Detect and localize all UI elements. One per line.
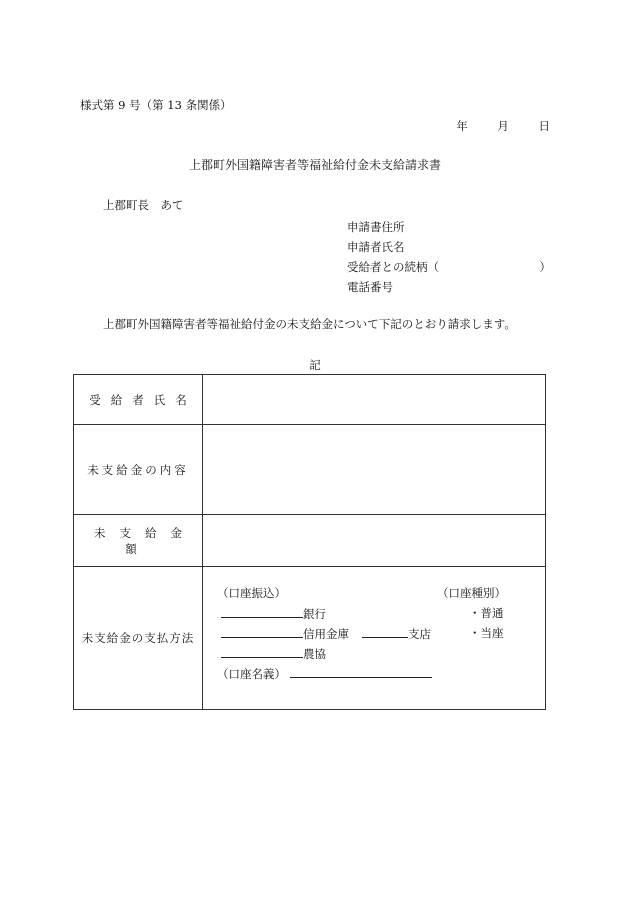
bank-name-blank[interactable] — [221, 605, 303, 618]
applicant-address-label: 申請書住所 — [347, 220, 405, 234]
holder-label: （口座名義） — [217, 667, 286, 681]
relation-row — [347, 257, 551, 277]
amount-field[interactable] — [203, 515, 546, 567]
account-type-label: （口座種別） — [437, 586, 506, 600]
date-year: 年 — [456, 119, 468, 133]
phone-label: 電話番号 — [347, 280, 393, 294]
recipient-name-field[interactable] — [203, 375, 546, 425]
bank-suffix: 銀行 — [303, 607, 326, 621]
applicant-name-label: 申請者氏名 — [347, 240, 405, 254]
addressee: 上郡町長 あて — [103, 198, 184, 212]
branch-blank[interactable] — [362, 625, 408, 638]
table-row — [74, 515, 546, 567]
content-field[interactable] — [203, 425, 546, 515]
request-text: 上郡町外国籍障害者等福祉給付金の未支給金について下記のとおり請求します。 — [103, 317, 516, 331]
payment-details — [204, 568, 544, 708]
branch-row — [362, 625, 431, 642]
holder-row — [217, 665, 432, 682]
bank-row — [221, 605, 326, 622]
document-title: 上郡町外国籍障害者等福祉給付金未支給請求書 — [188, 158, 441, 172]
content-label: 未支給金の内容 — [74, 425, 203, 515]
table-row — [74, 567, 546, 710]
payment-method-label: 未支給金の支払方法 — [74, 567, 203, 710]
agri-coop-blank[interactable] — [221, 645, 303, 658]
amount-label: 未支給金額 — [74, 515, 203, 567]
claim-table — [73, 374, 546, 710]
form-number: 様式第 9 号（第 13 条関係） — [80, 98, 232, 112]
ki-heading: 記 — [309, 358, 321, 372]
relation-label: 受給者との続柄（ — [347, 260, 439, 274]
type-current-option[interactable]: ・当座 — [469, 626, 504, 640]
date-month: 月 — [497, 119, 509, 133]
credit-union-row — [221, 625, 349, 642]
table-row — [74, 375, 546, 425]
transfer-label: （口座振込） — [217, 586, 286, 600]
agri-coop-row — [221, 645, 326, 662]
recipient-name-label: 受給者氏名 — [74, 375, 203, 425]
credit-union-suffix: 信用金庫 — [303, 627, 349, 641]
payment-method-field — [203, 567, 546, 710]
date-line — [430, 118, 550, 134]
relation-close: ） — [539, 260, 551, 274]
credit-union-blank[interactable] — [221, 625, 303, 638]
table-row — [74, 425, 546, 515]
branch-suffix: 支店 — [408, 627, 431, 641]
holder-blank[interactable] — [290, 665, 432, 678]
applicant-block — [347, 217, 551, 297]
date-day: 日 — [538, 119, 550, 133]
agri-coop-suffix: 農協 — [303, 647, 326, 661]
type-ordinary-option[interactable]: ・普通 — [469, 606, 504, 620]
